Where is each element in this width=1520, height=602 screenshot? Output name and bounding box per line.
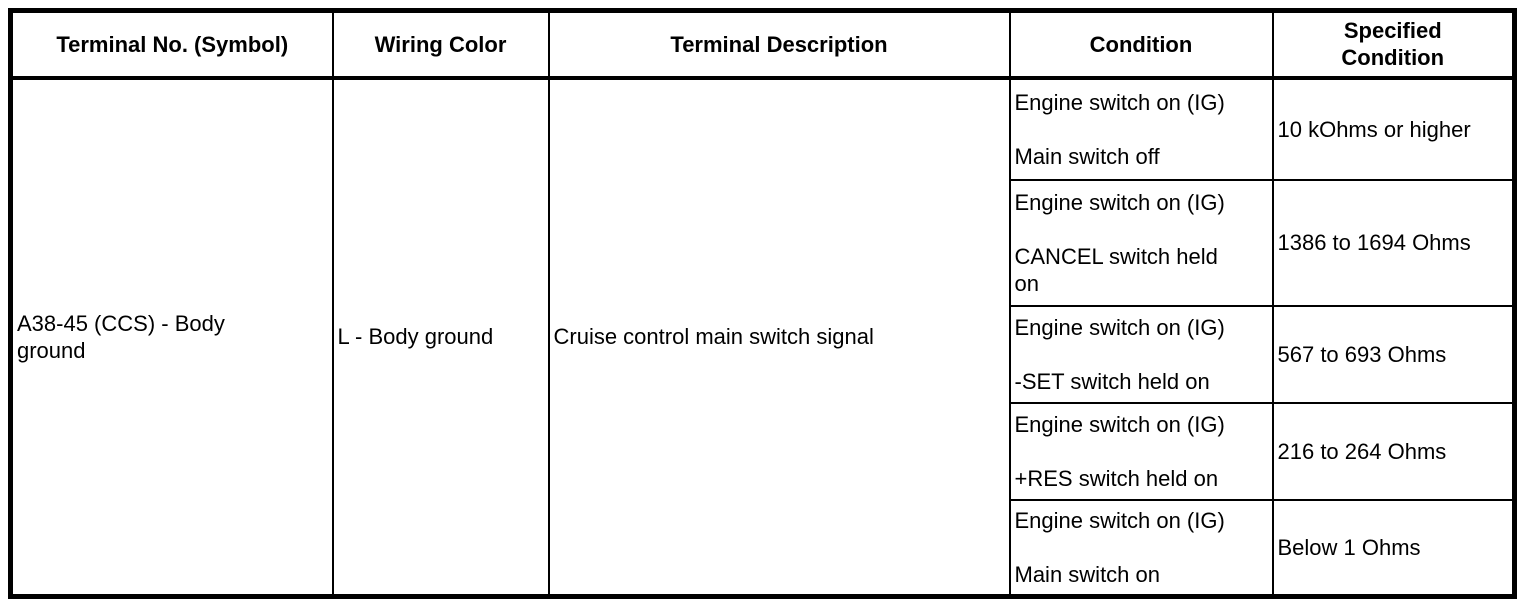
specified-condition-cell	[1273, 180, 1515, 306]
condition-cell	[1010, 306, 1273, 403]
col-header-terminal-no: Terminal No. (Symbol)	[11, 11, 333, 78]
terminal-spec-table	[8, 8, 1517, 599]
wiring-color-cell	[333, 78, 549, 597]
wiring-color-value: L - Body ground	[337, 324, 494, 350]
specified-condition-cell	[1273, 403, 1515, 500]
condition-line-1: Engine switch on (IG)	[1014, 89, 1225, 115]
condition-line-2: Main switch on	[1014, 561, 1161, 587]
terminal-description-cell	[549, 78, 1010, 597]
col-header-terminal-description: Terminal Description	[549, 11, 1010, 78]
specified-condition-cell	[1273, 500, 1515, 597]
condition-line-1: Engine switch on (IG)	[1014, 189, 1225, 215]
specified-condition-cell	[1273, 78, 1515, 180]
specified-condition-value: 10 kOhms or higher	[1277, 116, 1471, 142]
condition-cell	[1010, 78, 1273, 180]
col-header-wiring-color: Wiring Color	[333, 11, 549, 78]
specified-condition-value: 567 to 693 Ohms	[1277, 341, 1447, 367]
table-header-row	[11, 11, 1515, 78]
terminal-no-cell	[11, 78, 333, 597]
condition-line-1: Engine switch on (IG)	[1014, 314, 1225, 340]
terminal-spec-table-container	[8, 8, 1517, 599]
terminal-description-value: Cruise control main switch signal	[553, 324, 874, 350]
specified-condition-value: Below 1 Ohms	[1277, 534, 1421, 560]
condition-cell	[1010, 403, 1273, 500]
col-header-condition: Condition	[1010, 11, 1273, 78]
condition-line-2: +RES switch held on	[1014, 465, 1219, 491]
col-header-specified-condition	[1273, 11, 1515, 78]
condition-line-1: Engine switch on (IG)	[1014, 411, 1225, 437]
condition-line-2: CANCEL switch held on	[1014, 243, 1218, 296]
condition-cell	[1010, 500, 1273, 597]
table-row	[11, 78, 1515, 180]
specified-condition-value: 216 to 264 Ohms	[1277, 438, 1447, 464]
terminal-no-value: A38-45 (CCS) - Body ground	[17, 310, 225, 363]
col-header-specified-condition-label: Specified Condition	[1341, 18, 1445, 71]
condition-line-1: Engine switch on (IG)	[1014, 507, 1225, 533]
specified-condition-cell	[1273, 306, 1515, 403]
specified-condition-value: 1386 to 1694 Ohms	[1277, 230, 1471, 255]
condition-cell	[1010, 180, 1273, 306]
condition-line-2: -SET switch held on	[1014, 368, 1210, 394]
condition-line-2: Main switch off	[1014, 143, 1160, 169]
